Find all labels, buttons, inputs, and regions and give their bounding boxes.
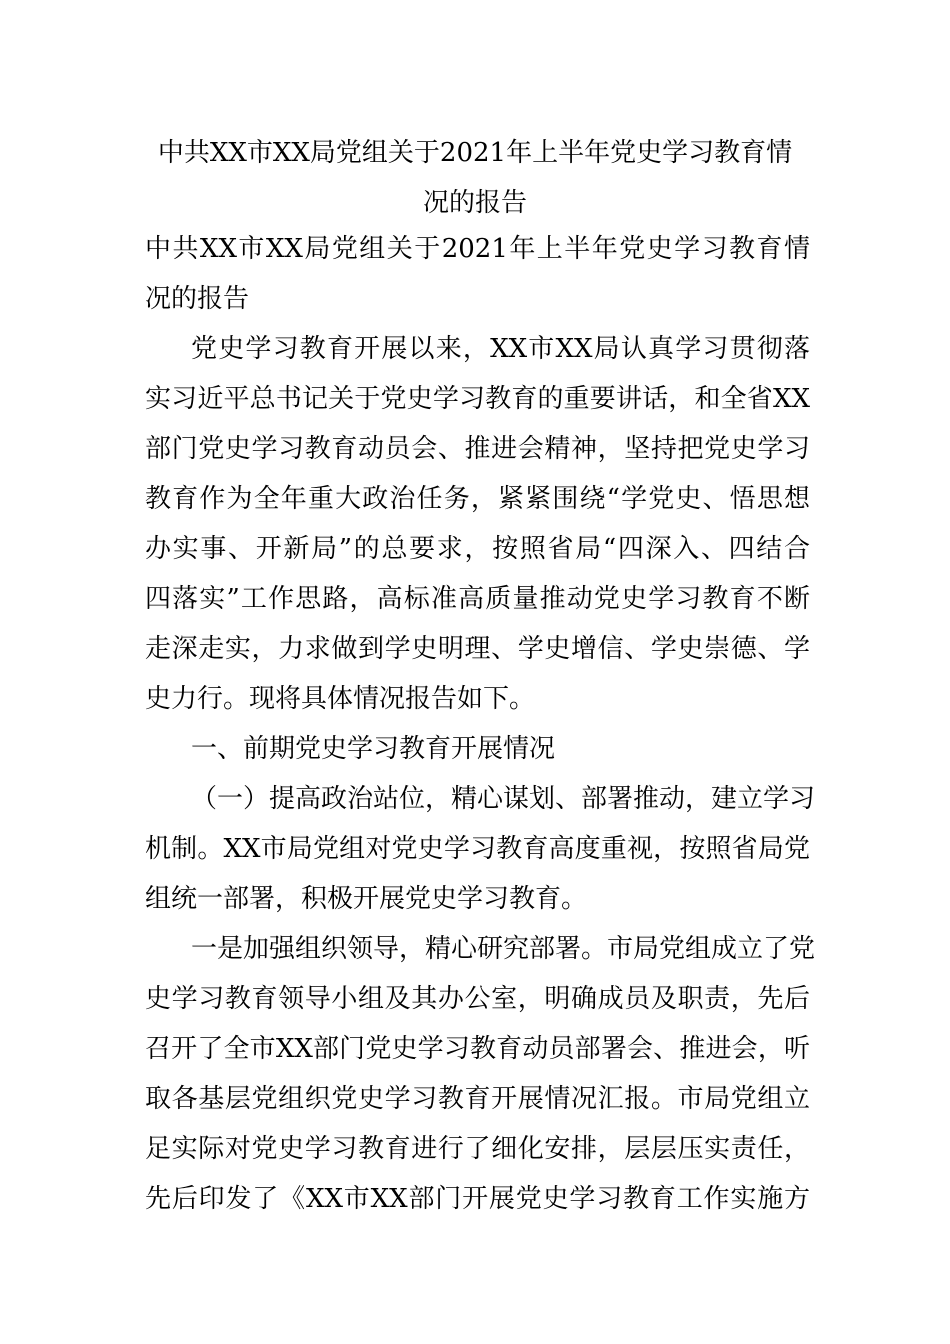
body-line: 足实际对党史学习教育进行了细化安排，层层压实责任， [145, 1134, 810, 1164]
body-line: 先后印发了《XX市XX部门开展党史学习教育工作实施方 [145, 1184, 810, 1214]
body-line: 一是加强组织领导，精心研究部署。市局党组成立了党 [191, 934, 816, 964]
document-body [145, 224, 816, 1224]
body-line: 况的报告 [145, 284, 250, 314]
body-line: 走深走实，力求做到学史明理、学史增信、学史崇德、学 [145, 634, 810, 664]
body-line: 部门党史学习教育动员会、推进会精神，坚持把党史学习 [145, 434, 810, 464]
body-line: 召开了全市XX部门党史学习教育动员部署会、推进会，听 [145, 1034, 810, 1064]
title-line: 况的报告 [422, 188, 527, 218]
body-line: 教育作为全年重大政治任务，紧紧围绕“学党史、悟思想 [145, 484, 810, 514]
body-line: 中共XX市XX局党组关于2021年上半年党史学习教育情 [145, 234, 810, 264]
title-line: 中共XX市XX局党组关于2021年上半年党史学习教育情 [157, 138, 793, 168]
body-line: 史学习教育领导小组及其办公室，明确成员及职责，先后 [145, 984, 810, 1014]
body-line: 办实事、开新局”的总要求，按照省局“四深入、四结合 [145, 534, 810, 564]
body-line: 一、前期党史学习教育开展情况 [191, 734, 556, 764]
body-line: 机制。XX市局党组对党史学习教育高度重视，按照省局党 [145, 834, 810, 864]
body-line: 取各基层党组织党史学习教育开展情况汇报。市局党组立 [145, 1084, 810, 1114]
body-line: （一）提高政治站位，精心谋划、部署推动，建立学习 [191, 784, 816, 814]
body-line: 四落实”工作思路，高标准高质量推动党史学习教育不断 [145, 584, 810, 614]
body-line: 党史学习教育开展以来，XX市XX局认真学习贯彻落 [191, 334, 810, 364]
body-line: 组统一部署，积极开展党史学习教育。 [145, 884, 588, 914]
document-title [140, 128, 810, 228]
body-line: 实习近平总书记关于党史学习教育的重要讲话，和全省XX [145, 384, 810, 414]
body-line: 史力行。现将具体情况报告如下。 [145, 684, 536, 714]
